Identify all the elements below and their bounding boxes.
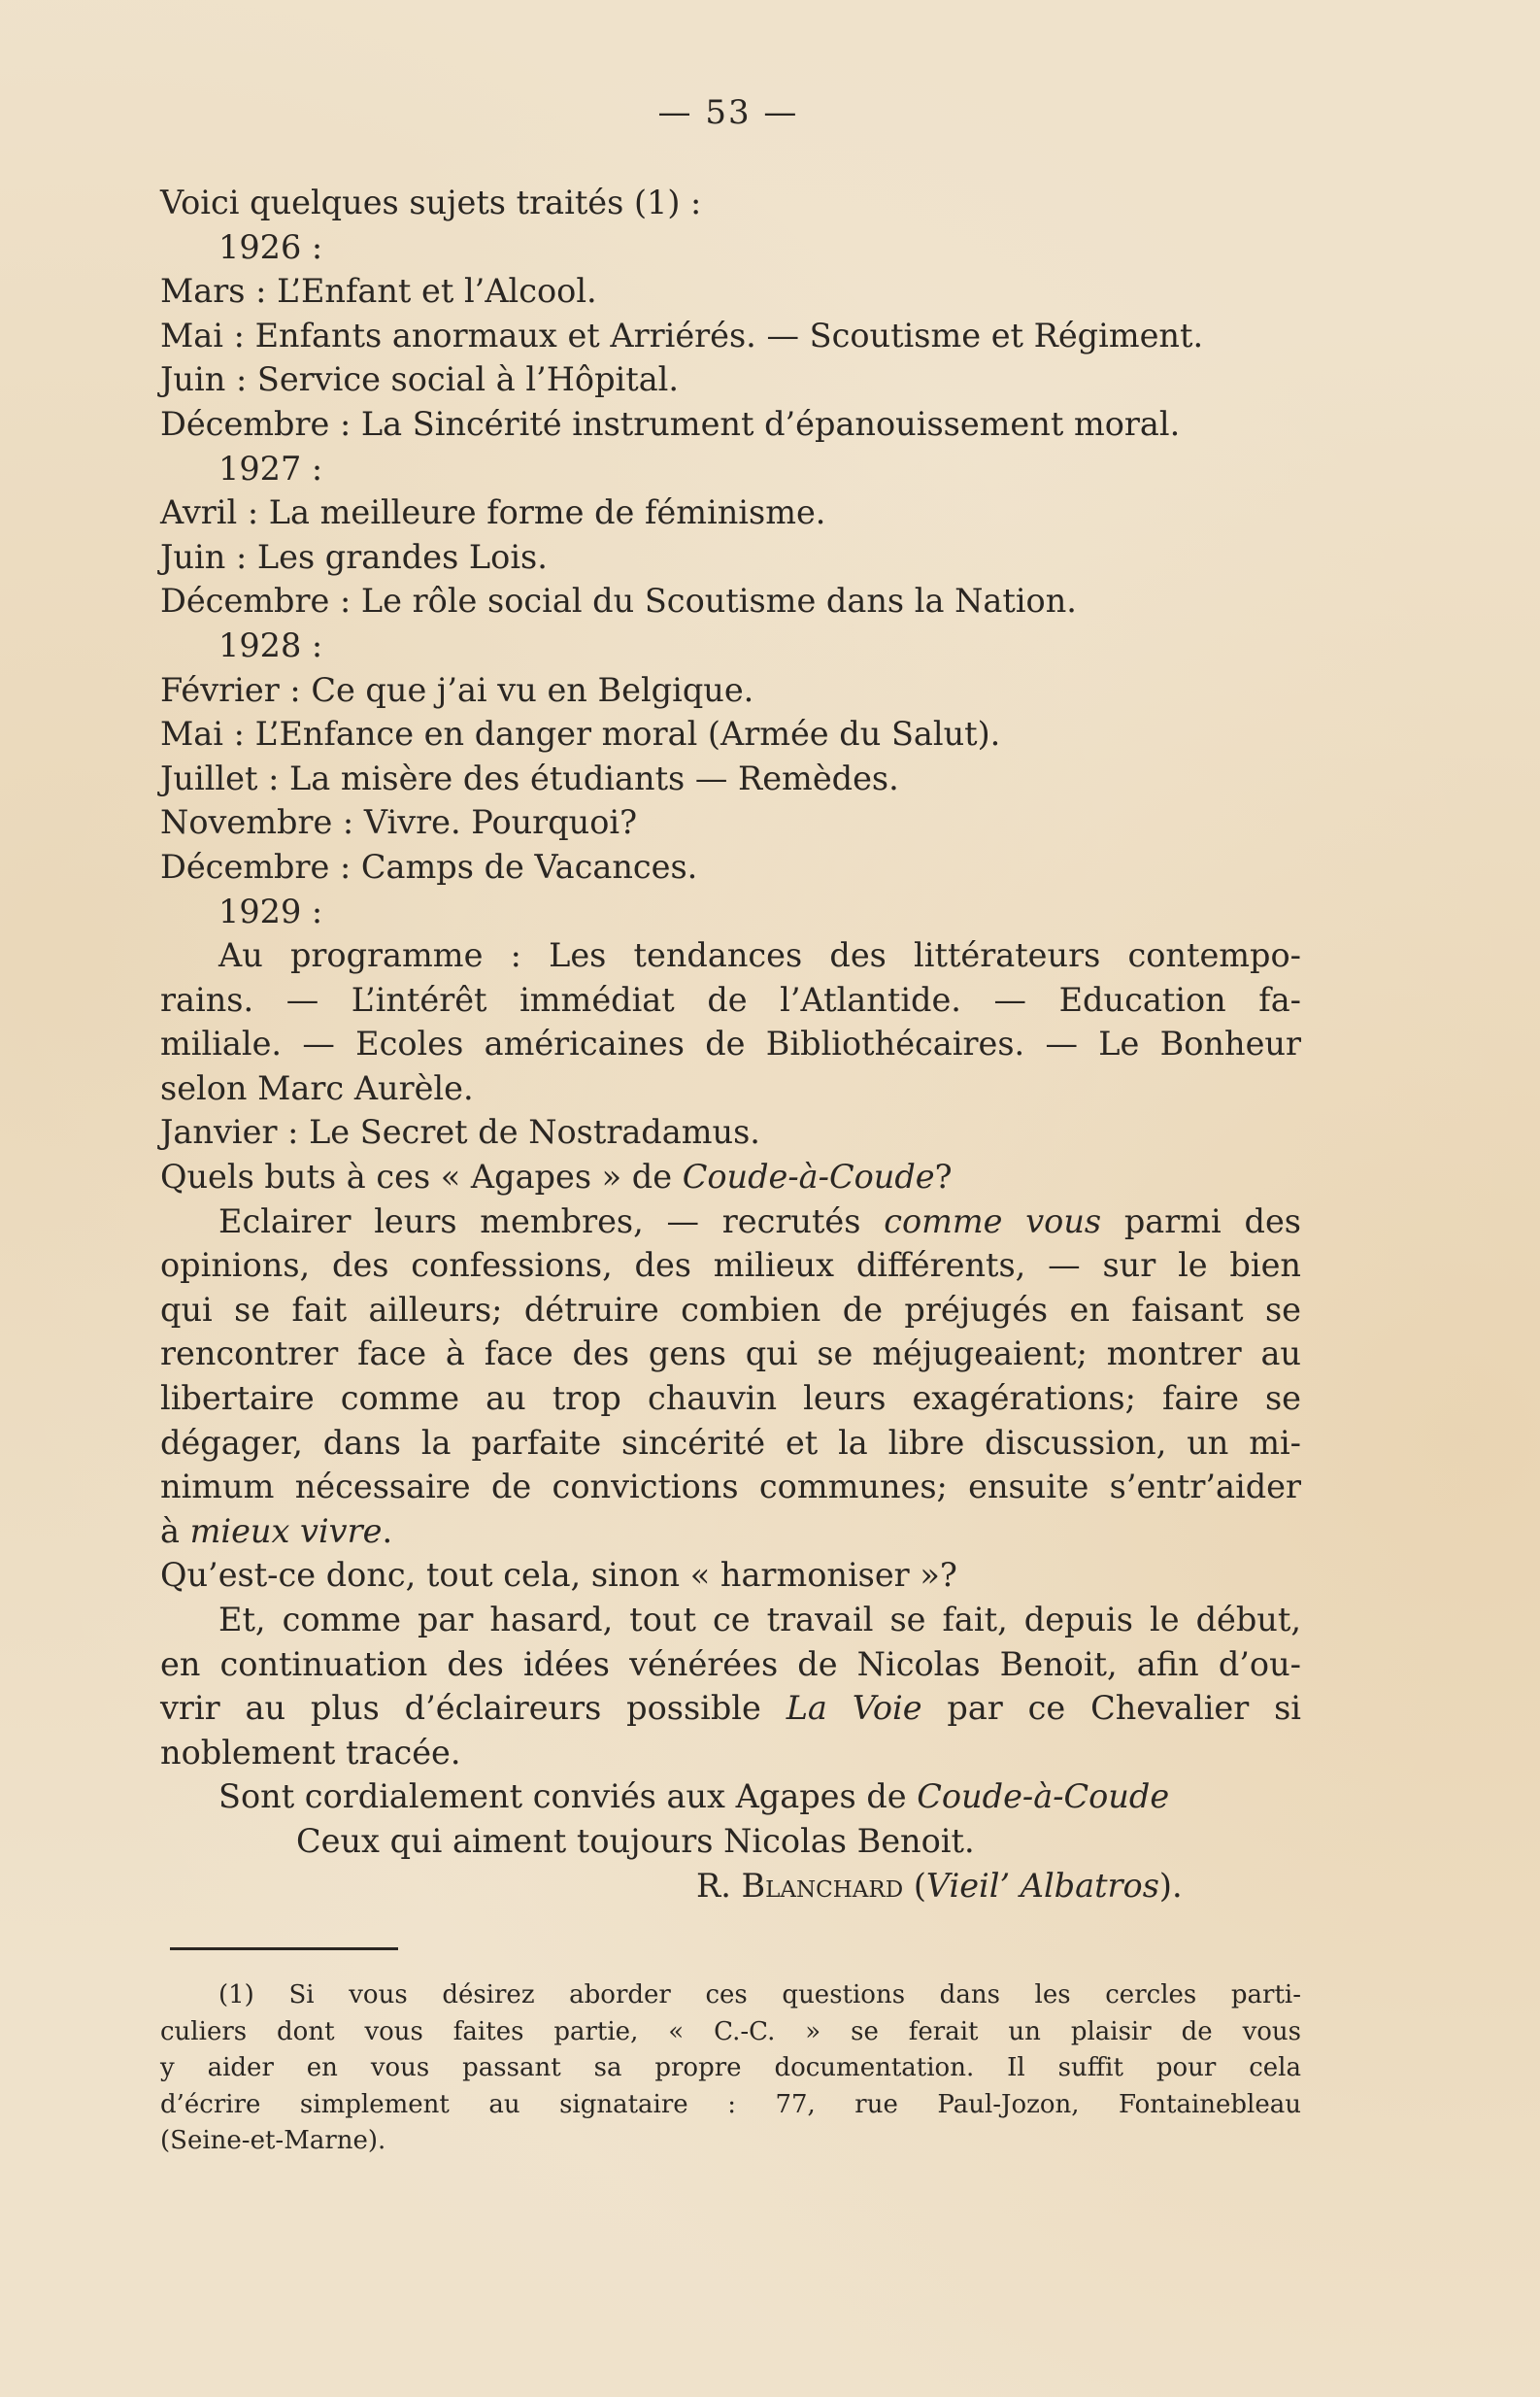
question-italic: Coude-à-Coude <box>682 1158 935 1197</box>
topic-title: Le rôle social du Scoutisme dans la Nation. <box>360 582 1077 621</box>
invitation-line <box>160 1774 1301 1819</box>
paragraph-line <box>160 1199 1301 1244</box>
program-line: miliale. — Ecoles américaines de Bibliothécaires. — Le Bonheur <box>160 1025 1301 1063</box>
program-line: rains. — L’intérêt immédiat de l’Atlantide. — Education fa- <box>160 980 1301 1019</box>
topic-title: Service social à l’Hôpital. <box>256 360 680 399</box>
topic-month: Juin : <box>160 537 248 576</box>
topic-month: Décembre : <box>160 404 352 443</box>
footnote-line: (1) Si vous désirez aborder ces questions dans les cercles parti- <box>218 1980 1301 2009</box>
paragraph-line: nimum nécessaire de convictions communes; ensuite s’entr’aider <box>160 1468 1301 1506</box>
paragraph-line <box>160 1509 1301 1554</box>
topic-line <box>160 490 1301 535</box>
question-text: Quels buts à ces « Agapes » de <box>160 1158 683 1197</box>
topic-title: Ce que j’ai vu en Belgique. <box>311 670 754 709</box>
italic-run: Coude-à-Coude <box>917 1777 1170 1816</box>
text-run: Eclairer leurs membres, — recrutés <box>218 1201 885 1240</box>
topic-line <box>160 845 1301 890</box>
text-run: parmi des <box>1101 1201 1301 1240</box>
italic-run: La Voie <box>786 1689 922 1728</box>
year-heading: 1929 : <box>218 892 323 930</box>
footnote <box>160 1977 1301 2160</box>
program-line: Au programme : Les tendances des littérateurs contempo- <box>218 936 1301 975</box>
topic-line <box>160 402 1301 447</box>
text-run: à <box>160 1511 190 1550</box>
signature <box>160 1864 1301 1908</box>
question-end: ? <box>934 1158 953 1197</box>
paragraph-line: en continuation des idées vénérées de Nicolas Benoit, afin d’ou- <box>160 1644 1301 1683</box>
footnote-line: d’écrire simplement au signataire : 77, rue Paul-Jozon, Fontainebleau <box>160 2089 1301 2119</box>
paragraph-line <box>160 1686 1301 1731</box>
text-run: . <box>382 1511 393 1550</box>
topic-title: Vivre. Pourquoi? <box>363 803 638 842</box>
page-number: — 53 — <box>657 93 799 132</box>
italic-run: comme vous <box>884 1201 1102 1240</box>
signature-name: R. Blanchard <box>696 1866 904 1905</box>
paragraph-line: libertaire comme au trop chauvin leurs exagérations; faire se <box>160 1379 1301 1418</box>
topic-month: Avril : <box>160 493 259 532</box>
paragraph-line: opinions, des confessions, des milieux différents, — sur le bien <box>160 1246 1301 1285</box>
topic-title: Camps de Vacances. <box>360 847 698 886</box>
topic-title: La Sincérité instrument d’épanouissement moral. <box>360 404 1181 443</box>
paragraph-line: noblement tracée. <box>160 1733 461 1772</box>
program-paragraph <box>160 933 1301 1110</box>
footnote-line: (Seine-et-Marne). <box>160 2126 386 2155</box>
et-paragraph <box>160 1598 1301 1774</box>
topic-line <box>160 269 1301 314</box>
topic-month: Juin : <box>160 360 248 399</box>
paragraph-line: Et, comme par hasard, tout ce travail se fait, depuis le début, <box>218 1601 1301 1638</box>
topic-month: Décembre : <box>160 582 352 621</box>
topic-line <box>160 314 1301 358</box>
topic-month: Janvier : <box>160 1113 299 1152</box>
footnote-separator <box>170 1947 398 1950</box>
paragraph-line: rencontrer face à face des gens qui se méjugeaient; montrer au <box>160 1334 1301 1373</box>
topic-line <box>160 668 1301 713</box>
paragraph-line: dégager, dans la parfaite sincérité et la libre discussion, un mi- <box>160 1423 1301 1462</box>
topic-line <box>160 535 1301 580</box>
year-heading: 1928 : <box>218 625 323 664</box>
text-run: vrir au plus d’éclaireurs possible <box>160 1689 787 1728</box>
topic-month: Décembre : <box>160 847 352 886</box>
topic-line <box>160 1110 1301 1155</box>
topic-title: Le Secret de Nostradamus. <box>309 1113 760 1152</box>
signature-alias: Vieil’ Albatros <box>925 1866 1159 1905</box>
harmoniser-line: Qu’est-ce donc, tout cela, sinon « harmoniser »? <box>160 1556 957 1595</box>
topic-title: La misère des étudiants — Remèdes. <box>289 759 899 797</box>
topic-title: L’Enfance en danger moral (Armée du Salut). <box>254 715 1001 754</box>
topic-month: Mai : <box>160 715 245 754</box>
footnote-line: y aider en vous passant sa propre documentation. Il suffit pour cela <box>160 2053 1301 2082</box>
topic-title: L’Enfant et l’Alcool. <box>277 272 597 311</box>
topic-line <box>160 712 1301 757</box>
topic-title: Enfants anormaux et Arriérés. — Scoutisme et Régiment. <box>254 316 1204 354</box>
text-run: par ce Chevalier si <box>921 1689 1301 1728</box>
italic-run: mieux vivre <box>189 1511 383 1550</box>
page-body <box>160 181 1301 1907</box>
question-line <box>160 1155 1301 1199</box>
topic-line <box>160 757 1301 801</box>
topic-month: Mars : <box>160 272 267 311</box>
text-run: Sont cordialement conviés aux Agapes de <box>218 1777 918 1816</box>
topic-month: Février : <box>160 670 301 709</box>
invitees-line: Ceux qui aiment toujours Nicolas Benoit. <box>296 1821 975 1860</box>
year-heading: 1927 : <box>218 449 323 488</box>
text-run: ( <box>903 1866 926 1905</box>
topic-title: La meilleure forme de féminisme. <box>268 493 826 532</box>
text-run: ). <box>1158 1866 1183 1905</box>
footnote-line: culiers dont vous faites partie, « C.-C. » se ferait un plaisir de vous <box>160 2016 1301 2046</box>
topic-line <box>160 357 1301 402</box>
eclairer-paragraph <box>160 1199 1301 1554</box>
year-heading: 1926 : <box>218 227 323 266</box>
topic-month: Novembre : <box>160 803 354 842</box>
topic-line <box>160 579 1301 624</box>
topic-title: Les grandes Lois. <box>256 537 548 576</box>
topic-month: Juillet : <box>160 759 280 797</box>
topic-month: Mai : <box>160 316 245 354</box>
intro-line: Voici quelques sujets traités (1) : <box>160 184 702 221</box>
program-line: selon Marc Aurèle. <box>160 1068 474 1107</box>
paragraph-line: qui se fait ailleurs; détruire combien de préjugés en faisant se <box>160 1290 1301 1329</box>
topic-line <box>160 800 1301 845</box>
